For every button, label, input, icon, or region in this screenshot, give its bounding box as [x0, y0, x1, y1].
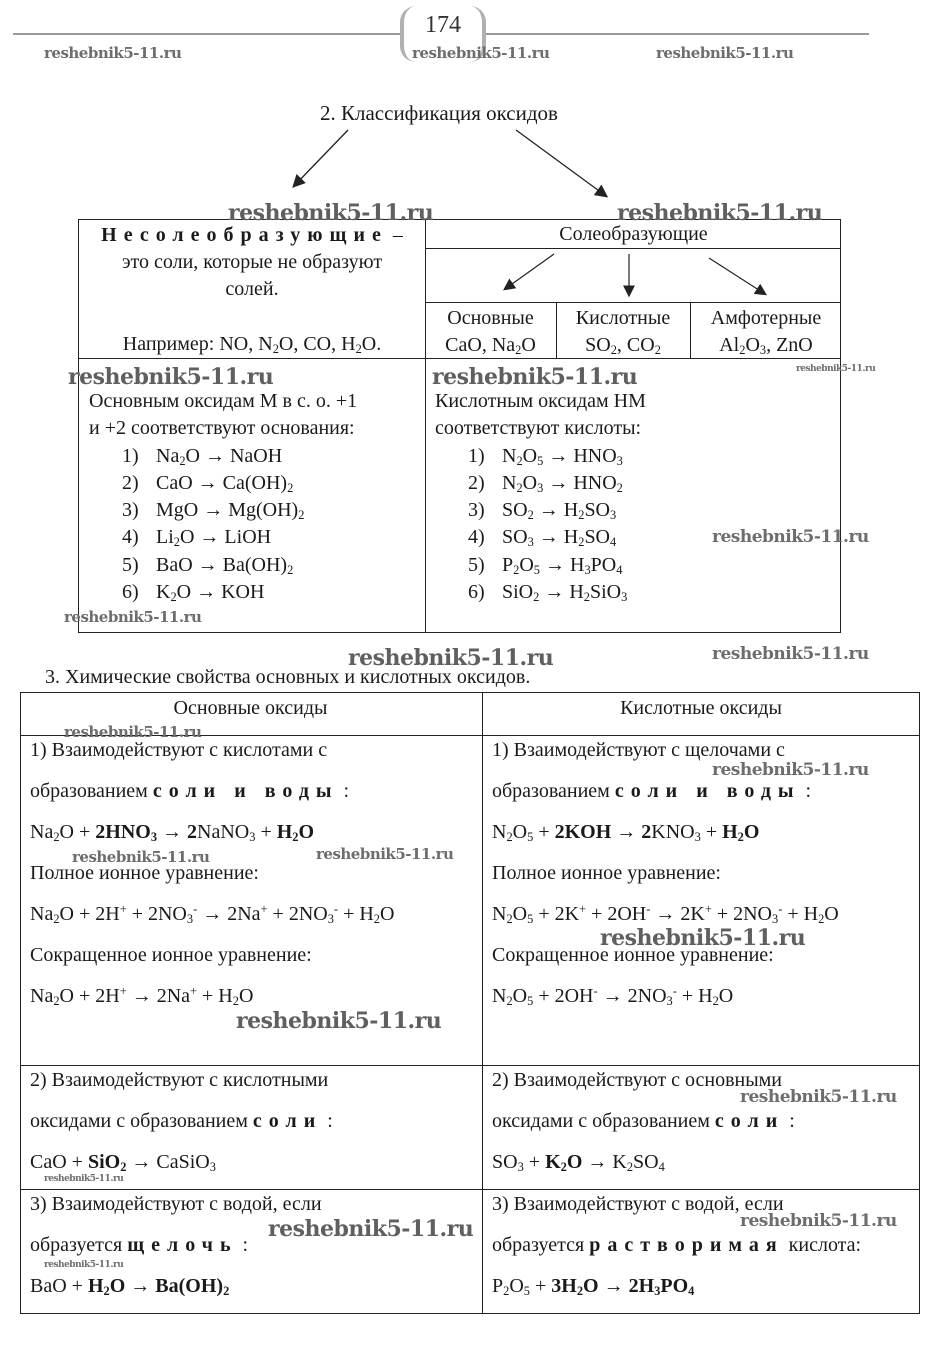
short-ionic-equation: $Na_2O + 2H^+ \to 2Na^+ + H_2O$ — [30, 984, 254, 1009]
column-header-acidic: Кислотные оксиды — [620, 697, 782, 719]
watermark: reshebnik5-11.ru — [412, 44, 550, 62]
watermark: reshebnik5-11.ru — [712, 527, 869, 547]
watermark: reshebnik5-11.ru — [316, 845, 454, 863]
acidic-oxides-list: Кислотным оксидам НМ соответствуют кислоты: 1) $N_2O_5 \to HNO_3$ 2) $N_2O_3 \to HNO_2$ 3) $SO_2 \to H_2SO_3$ 4) $SO_3 \to H_2SO_4$ 5) $P_2O_5 \to H_3PO_4$ 6) $SiO_2 \to H_2SiO_3$ — [435, 388, 646, 606]
page-number: 174 — [425, 12, 461, 38]
watermark: reshebnik5-11.ru — [64, 608, 202, 626]
watermark: reshebnik5-11.ru — [617, 200, 823, 226]
non-salt-forming-heading: Несолеобразующие — [101, 224, 388, 246]
molecular-equation: $P_2O_5 + 3H_2O \to 2H_3PO_4$ — [492, 1275, 695, 1299]
non-salt-forming-examples: Например: NO, $N_2O$, CO, $H_2O$. — [122, 333, 382, 357]
short-ionic-equation: $N_2O_5 + 2OH^- \to 2NO_3^- + H_2O$ — [492, 984, 734, 1009]
list-item: 1) $N_2O_5 \to HNO_3$ — [468, 444, 623, 468]
list-item: 2) CaO → $Ca(OH)_2$ — [122, 471, 294, 495]
watermark: reshebnik5-11.ru — [432, 364, 638, 390]
watermark: reshebnik5-11.ru — [740, 1087, 897, 1107]
list-item: 5) $P_2O_5 \to H_3PO_4$ — [468, 553, 623, 577]
property-2-acidic: 2) Взаимодействуют с основными оксидами с образованием соли : $SO_3 + K_2O \to K_2SO_4$ — [492, 1060, 795, 1183]
branch-arrows-icon — [280, 126, 620, 206]
basic-oxides-list: Основным оксидам М в с. о. +1 и +2 соответствуют основания: 1) $Na_2O$ → NaOH 2) CaO → $Ca(OH)_2$ 3) MgO → $Mg(OH)_2$ 4) $Li_2O$ → LiOH 5) BaO → $Ba(OH)_2$ 6) $K_2O$ → KOH — [89, 388, 357, 606]
watermark: reshebnik5-11.ru — [796, 364, 876, 374]
list-item: 3) MgO → $Mg(OH)_2$ — [122, 499, 305, 523]
molecular-equation: $SO_3 + K_2O \to K_2SO_4$ — [492, 1151, 665, 1175]
classification-table — [78, 219, 841, 633]
list-item: 4) $SO_3 \to H_2SO_4$ — [468, 526, 617, 550]
property-1-basic: 1) Взаимодействуют с кислотами с образованием соли и воды : $Na_2O + 2HNO_3$ → 2NaNO$_3$ + $H_2O$ Полное ионное уравнение: $Na_2O + 2H^+ + 2NO_3^- \to 2Na^+ + 2NO_3^- + H_2O$ Сокращенное ионное уравнение: $Na_2O + 2H^+ \to 2Na^+ + H_2O$ — [30, 730, 394, 1017]
watermark: reshebnik5-11.ru — [72, 848, 210, 866]
watermark: reshebnik5-11.ru — [44, 1174, 124, 1184]
watermark: reshebnik5-11.ru — [44, 44, 182, 62]
list-item: 4) $Li_2O$ → LiOH — [122, 526, 272, 550]
molecular-equation: $N_2O_5 + 2KOH \to 2KNO_3 + H_2O$ — [492, 821, 760, 845]
property-2-basic: 2) Взаимодействуют с кислотными оксидами с образованием соли : CaO + SiO$_2$ → CaSiO$_3$ — [30, 1060, 333, 1183]
watermark: reshebnik5-11.ru — [68, 364, 274, 390]
watermark: reshebnik5-11.ru — [712, 760, 869, 780]
watermark: reshebnik5-11.ru — [64, 723, 202, 741]
property-1-acidic: 1) Взаимодействуют с щелочами с образованием соли и воды : $N_2O_5 + 2KOH \to 2KNO_3 + H_2O$ Полное ионное уравнение: $N_2O_5 + 2K^+ + 2OH^- \to 2K^+ + 2NO_3^- + H_2O$ Сокращенное ионное уравнение: $N_2O_5 + 2OH^- \to 2NO_3^- + H_2O$ — [492, 730, 839, 1017]
full-ionic-equation: $Na_2O + 2H^+ + 2NO_3^- \to 2Na^+ + 2NO_3^- + H_2O$ — [30, 902, 395, 927]
watermark: reshebnik5-11.ru — [656, 44, 794, 62]
type-acidic: Кислотные $SO_2$, $CO_2$ — [575, 307, 671, 358]
column-header-basic: Основные оксиды — [173, 697, 328, 719]
watermark: reshebnik5-11.ru — [44, 1260, 124, 1270]
property-3-basic: 3) Взаимодействуют с водой, если образуется щелочь : BaO + $H_2O \to Ba(OH)_2$ — [30, 1184, 322, 1307]
list-item: 1) $Na_2O$ → NaOH — [122, 444, 283, 468]
watermark: reshebnik5-11.ru — [268, 1216, 474, 1242]
list-item: 6) $K_2O$ → KOH — [122, 581, 265, 605]
non-salt-forming-definition: это соли, которые не образуют — [121, 251, 383, 273]
salt-forming-arrows-icon — [425, 249, 842, 302]
list-item: 3) $SO_2 \to H_2SO_3$ — [468, 499, 617, 523]
watermark: reshebnik5-11.ru — [348, 645, 554, 671]
molecular-equation: $Na_2O + 2HNO_3$ → 2NaNO$_3$ + $H_2O$ — [30, 821, 315, 845]
watermark: reshebnik5-11.ru — [740, 1211, 897, 1231]
watermark: reshebnik5-11.ru — [712, 644, 869, 664]
list-item: 6) $SiO_2 \to H_2SiO_3$ — [468, 581, 628, 605]
list-item: 2) $N_2O_3 \to HNO_2$ — [468, 471, 623, 495]
header-rule-left — [13, 33, 405, 35]
type-basic: Основные CaO, $Na_2O$ — [445, 307, 536, 358]
salt-forming-heading: Солеобразующие — [559, 223, 708, 245]
property-3-acidic: 3) Взаимодействуют с водой, если образуется растворимая кислота: $P_2O_5 + 3H_2O \to 2H_3PO_4$ — [492, 1184, 861, 1307]
header-rule-right — [474, 33, 869, 35]
molecular-equation: CaO + SiO$_2$ → CaSiO$_3$ — [30, 1151, 216, 1175]
watermark: reshebnik5-11.ru — [236, 1008, 442, 1034]
molecular-equation: BaO + $H_2O \to Ba(OH)_2$ — [30, 1275, 230, 1299]
type-amphoteric: Амфотерные $Al_2O_3$, ZnO — [710, 307, 822, 358]
watermark: reshebnik5-11.ru — [600, 925, 806, 951]
list-item: 5) BaO → $Ba(OH)_2$ — [122, 553, 294, 577]
section-title-classification: 2. Классификация оксидов — [320, 101, 558, 125]
full-ionic-equation: $N_2O_5 + 2K^+ + 2OH^- \to 2K^+ + 2NO_3^- + H_2O$ — [492, 902, 839, 927]
watermark: reshebnik5-11.ru — [228, 200, 434, 226]
section-title-properties: 3. Химические свойства основных и кислотных оксидов. — [45, 666, 531, 688]
non-salt-forming-cell: Несолеобразующие – это соли, которые не образуют солей. — [101, 224, 403, 300]
